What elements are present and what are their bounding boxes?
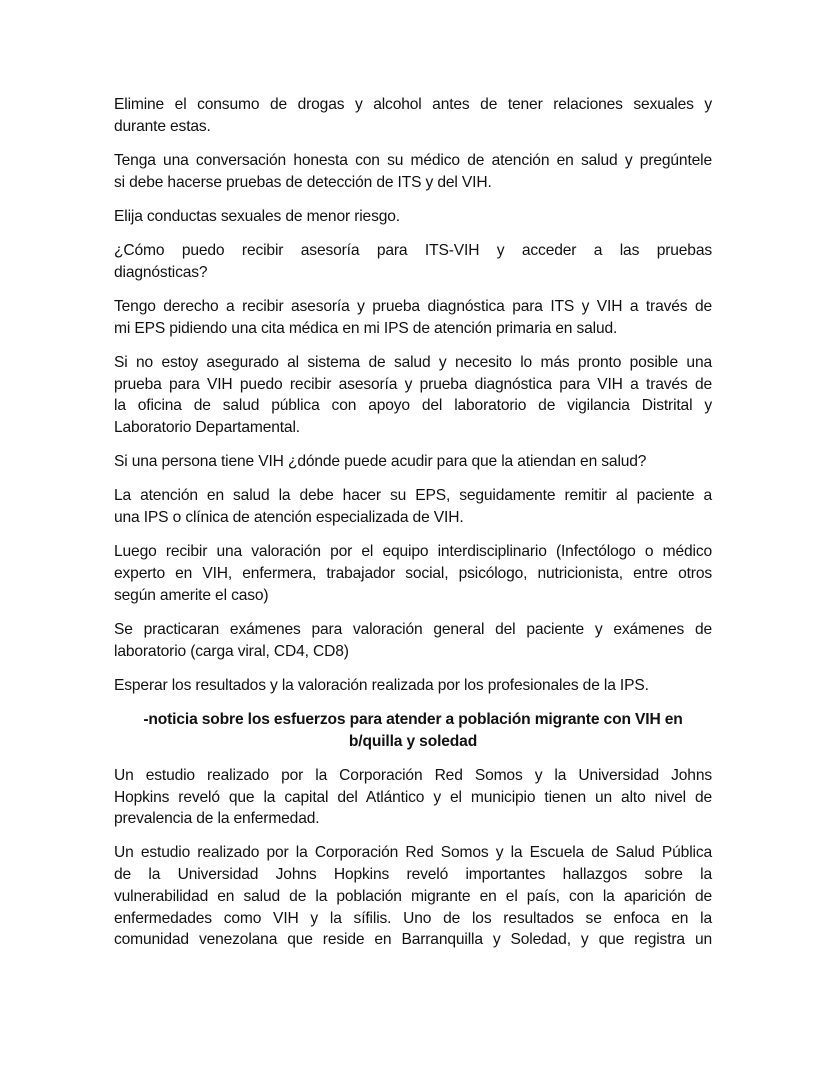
paragraph — [114, 675, 712, 697]
paragraph — [114, 150, 712, 193]
text-line: Tenga una conversación honesta con su médico de atención en salud y pregúntele — [114, 151, 712, 169]
text-line: Elimine el consumo de drogas y alcohol antes de tener relaciones sexuales y — [114, 96, 712, 113]
text-line: Hopkins reveló que la capital del Atlántico y el municipio tienen un alto nivel de — [114, 788, 712, 806]
paragraph — [114, 94, 712, 137]
document-page — [114, 94, 712, 964]
text-line: Laboratorio Departamental. — [114, 418, 300, 436]
text-line: según amerite el caso) — [114, 586, 269, 604]
text-line: Si una persona tiene VIH ¿dónde puede acudir para que la atiendan en salud? — [114, 453, 647, 471]
text-line: Si no estoy asegurado al sistema de salud y necesito lo más pronto posible una — [114, 353, 712, 371]
paragraph — [114, 619, 712, 662]
text-line: Un estudio realizado por la Corporación Red Somos y la Universidad Johns — [114, 766, 712, 784]
text-line: durante estas. — [114, 117, 211, 135]
section-heading — [114, 709, 712, 752]
paragraph — [114, 485, 712, 528]
text-line: prevalencia de la enfermedad. — [114, 810, 320, 828]
text-line: Luego recibir una valoración por el equipo interdisciplinario (Infectólogo o médico — [114, 543, 712, 561]
text-line: la oficina de salud pública con apoyo del laboratorio de vigilancia Distrital y — [114, 397, 712, 415]
text-line: laboratorio (carga viral, CD4, CD8) — [114, 642, 349, 660]
text-line: una IPS o clínica de atención especializada de VIH. — [114, 509, 464, 527]
text-line: experto en VIH, enfermera, trabajador social, psicólogo, nutricionista, entre otros — [114, 564, 712, 582]
paragraph — [114, 240, 712, 283]
text-line: Tengo derecho a recibir asesoría y prueba diagnóstica para ITS y VIH a través de — [114, 297, 712, 315]
text-line: -noticia sobre los esfuerzos para atender a población migrante con VIH en — [143, 710, 683, 728]
text-line: La atención en salud la debe hacer su EPS, seguidamente remitir al paciente a — [114, 487, 712, 505]
news-paragraph — [114, 842, 712, 951]
text-line: prueba para VIH puedo recibir asesoría y prueba diagnóstica para VIH a través de — [114, 375, 712, 393]
text-line: mi EPS pidiendo una cita médica en mi IPS de atención primaria en salud. — [114, 319, 618, 337]
text-line: ¿Cómo puedo recibir asesoría para ITS-VIH y acceder a las pruebas — [114, 242, 712, 260]
text-line: Esperar los resultados y la valoración realizada por los profesionales de la IPS. — [114, 676, 649, 694]
news-paragraph — [114, 765, 712, 830]
text-line: de la Universidad Johns Hopkins reveló importantes hallazgos sobre la — [114, 866, 712, 884]
text-line: Elija conductas sexuales de menor riesgo. — [114, 207, 400, 225]
paragraph — [114, 541, 712, 606]
paragraph — [114, 206, 712, 228]
text-line: diagnósticas? — [114, 263, 208, 281]
paragraph — [114, 352, 712, 439]
text-line: Un estudio realizado por la Corporación Red Somos y la Escuela de Salud Pública — [114, 844, 712, 862]
text-line: Se practicaran exámenes para valoración general del paciente y exámenes de — [114, 620, 712, 638]
text-line: si debe hacerse pruebas de detección de ITS y del VIH. — [114, 173, 492, 191]
text-line: enfermedades como VIH y la sífilis. Uno de los resultados se enfoca en la — [114, 909, 712, 927]
paragraph — [114, 296, 712, 339]
text-line: comunidad venezolana que reside en Barranquilla y Soledad, y que registra un — [114, 931, 712, 949]
text-line: vulnerabilidad en salud de la población migrante en el país, con la aparición de — [114, 887, 712, 905]
paragraph — [114, 451, 712, 473]
text-line: b/quilla y soledad — [348, 732, 478, 750]
